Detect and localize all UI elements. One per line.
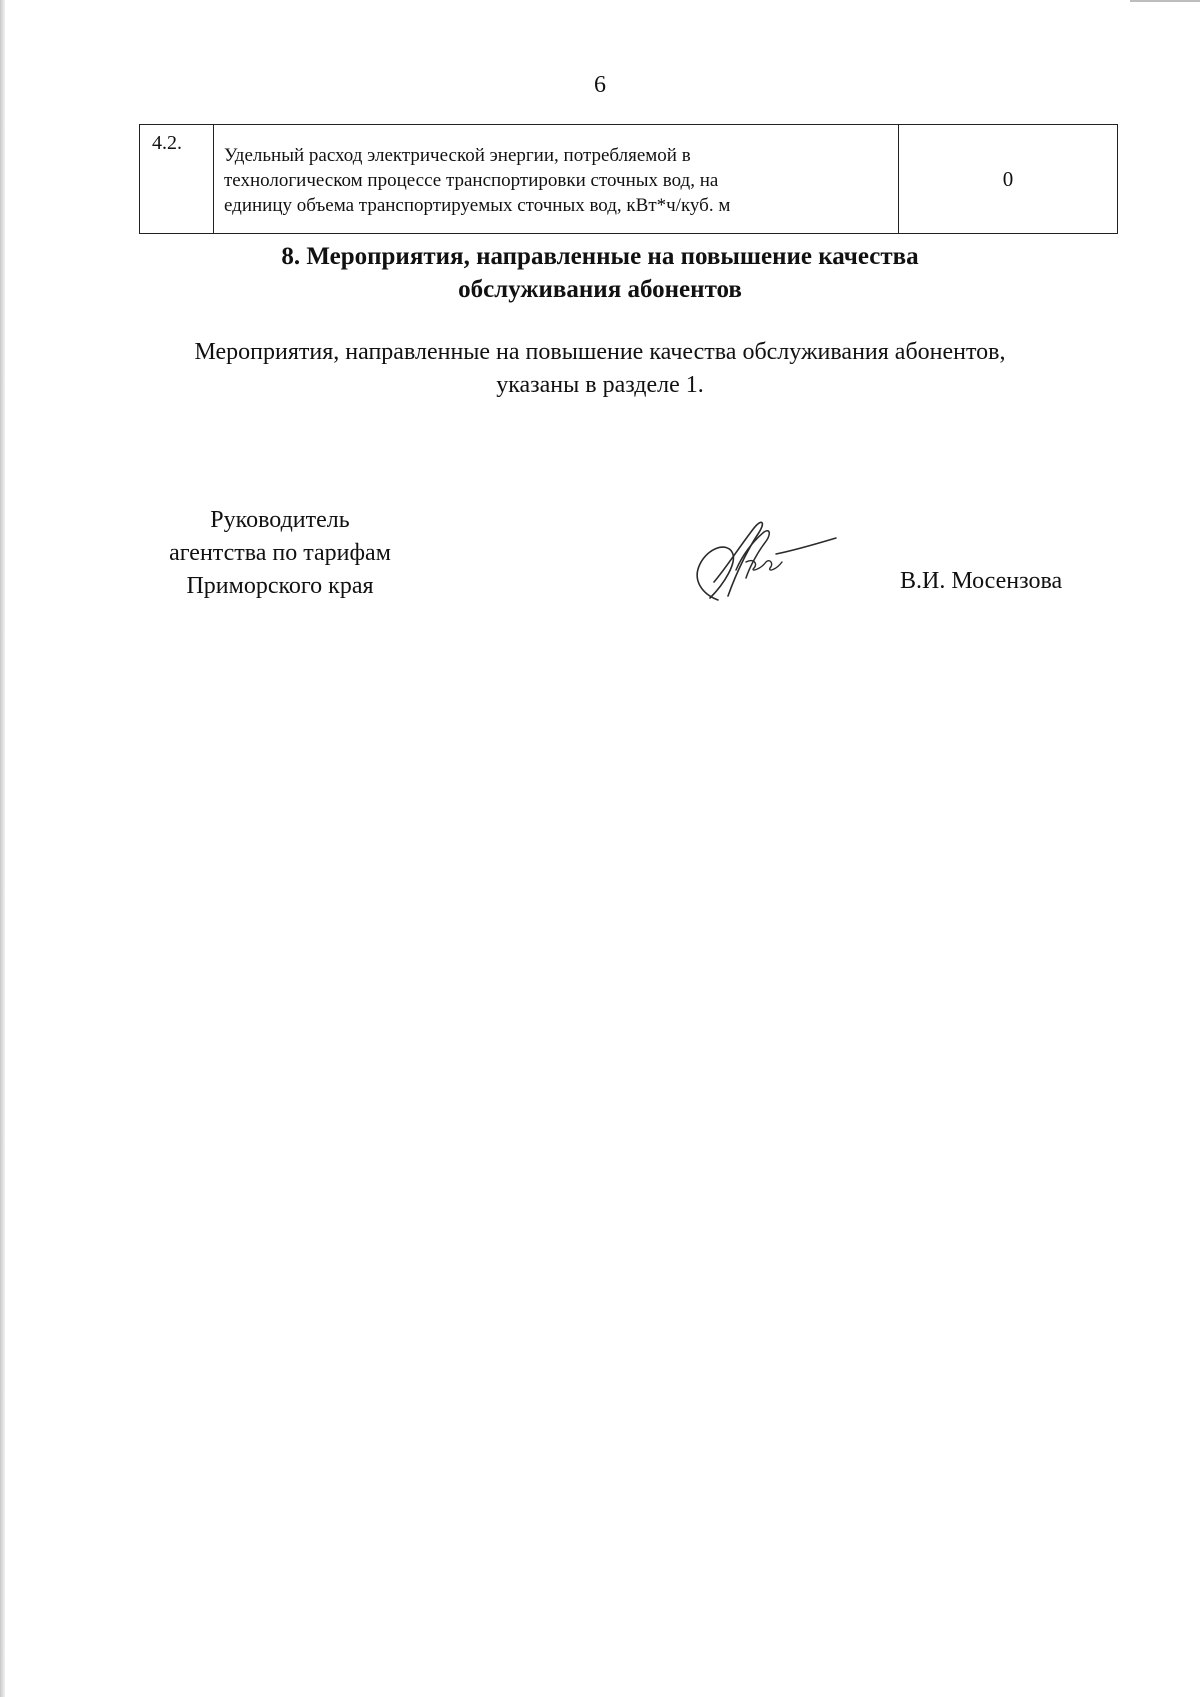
scan-corner-mark bbox=[1130, 0, 1200, 2]
section-body-line: Мероприятия, направленные на повышение качества обслуживания абонентов, bbox=[194, 339, 1006, 365]
section-body-line: указаны в разделе 1. bbox=[496, 372, 704, 398]
row-number-cell bbox=[140, 125, 214, 234]
row-value: 0 bbox=[1002, 166, 1014, 191]
row-description-line: Удельный расход электрической энергии, потребляемой в bbox=[224, 145, 691, 166]
section-title-line: 8. Мероприятия, направленные на повышение качества bbox=[281, 243, 919, 270]
row-description-line: единицу объема транспортируемых сточных вод, кВт*ч/куб. м bbox=[224, 195, 731, 216]
page-number: 6 bbox=[594, 72, 606, 98]
table-row bbox=[140, 125, 1118, 234]
row-value-cell bbox=[899, 125, 1118, 234]
section-title bbox=[0, 240, 1200, 306]
signer-position-line: Приморского края bbox=[186, 573, 374, 599]
metrics-table-wrapper bbox=[139, 124, 1118, 234]
handwritten-signature bbox=[680, 512, 840, 612]
signer-position-line: Руководитель bbox=[210, 507, 350, 533]
signer-position-line: агентства по тарифам bbox=[169, 540, 391, 566]
row-description-cell bbox=[214, 125, 899, 234]
section-title-line: обслуживания абонентов bbox=[458, 276, 742, 303]
row-description-line: технологическом процессе транспортировки сточных вод, на bbox=[224, 170, 719, 191]
signer-position bbox=[140, 504, 420, 603]
row-number: 4.2. bbox=[152, 132, 182, 154]
section-body bbox=[0, 336, 1200, 402]
metrics-table bbox=[139, 124, 1118, 234]
signer-name: В.И. Мосензова bbox=[900, 568, 1063, 594]
